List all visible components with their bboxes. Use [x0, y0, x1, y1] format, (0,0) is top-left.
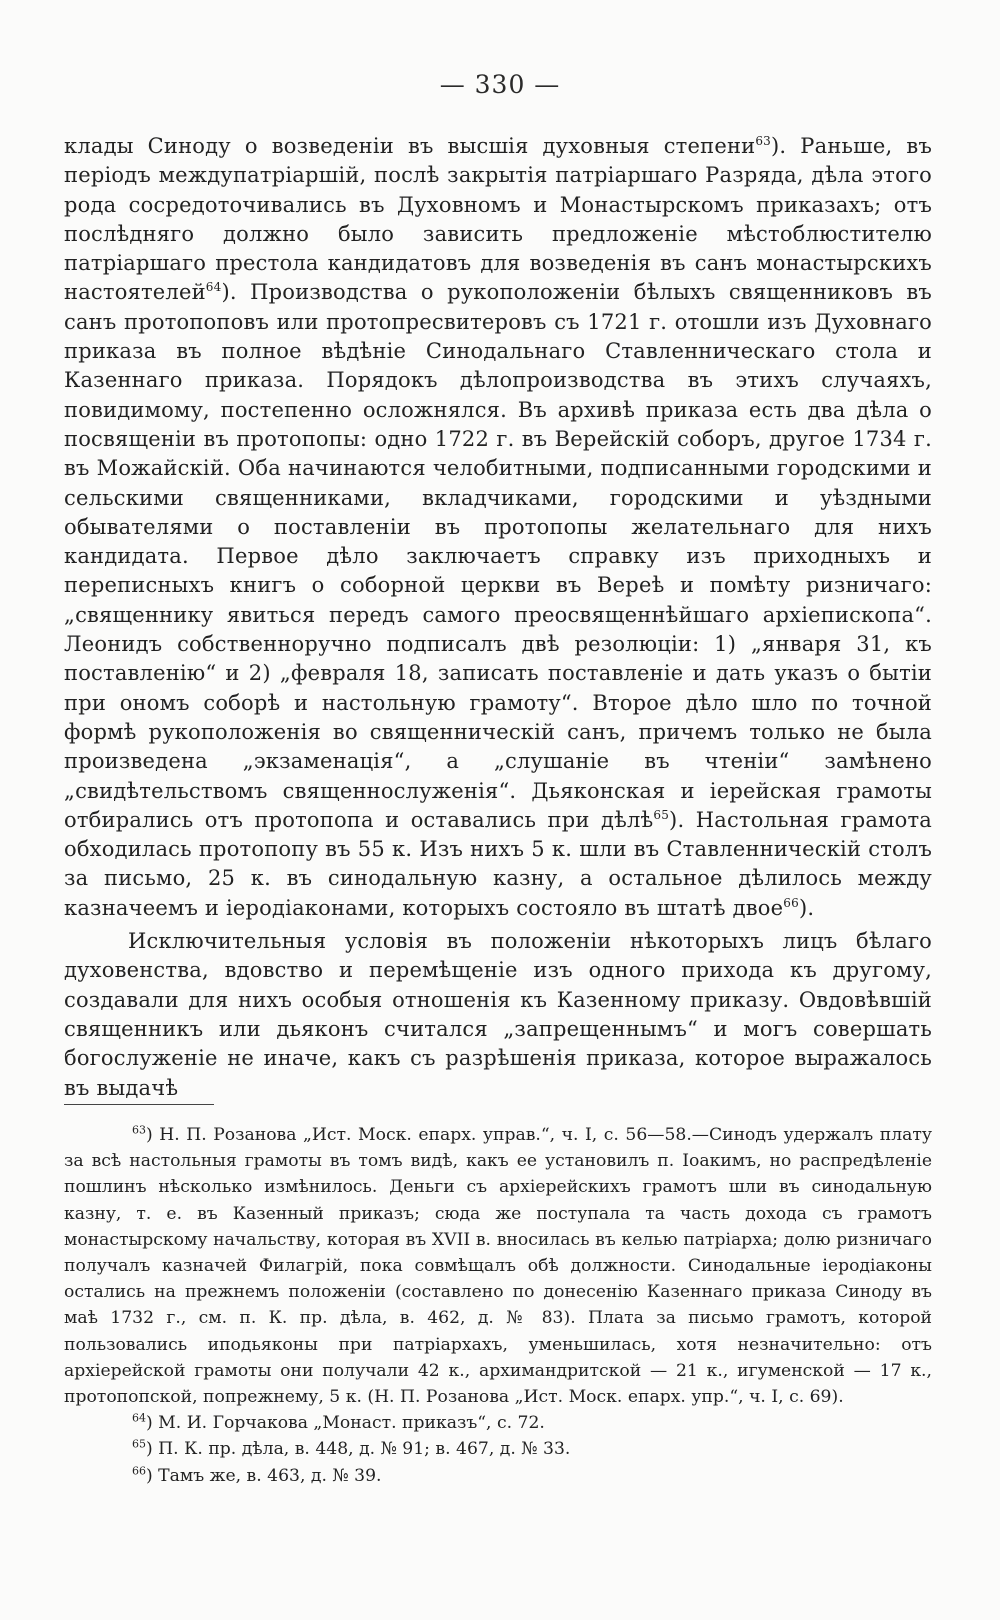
paragraph-1-text-b: ). Раньше, въ перiодъ междупатрiаршiй, послѣ закрытiя патрiаршаго Разряда, дѣла этого рода сосредоточивались въ Духовномъ и Монастырскомъ приказахъ; отъ послѣдняго должно было зависить предложенiе мѣстоблюстителю патрiаршаго престола кандидатовъ для возведенiя въ санъ монастырскихъ настоятелей [64, 134, 932, 305]
paragraph-1 [64, 132, 932, 923]
paragraph-2: Исключительныя условiя въ положенiи нѣкоторыхъ лицъ бѣлаго духовенства, вдовство и перемѣщенiе изъ одного прихода къ другому, создавали для нихъ особыя отношенiя къ Казенному приказу. Овдовѣвшiй священникъ или дьяконъ считался „запрещеннымъ“ и могъ совершать богослуженiе не иначе, какъ съ разрѣшенiя приказа, которое выражалось въ выдачѣ [64, 929, 932, 1100]
footnote-divider [64, 1104, 214, 1105]
paragraph-1-text-e: ). [798, 895, 815, 920]
footnote-text: ) М. И. Горчакова „Монаст. приказъ“, с. 72. [146, 1413, 545, 1434]
paragraph-1-text-a: клады Синоду о возведенiи въ высшiя духовныя степени [64, 134, 756, 158]
footnote-ref-65[interactable]: 65 [653, 807, 670, 822]
footnote-number: 66 [132, 1463, 146, 1477]
footnote-65 [64, 1436, 932, 1462]
main-text [64, 132, 932, 1103]
footnote-ref-66[interactable]: 66 [783, 895, 799, 910]
footnote-text: ) Тамъ же, в. 463, д. № 39. [146, 1465, 382, 1486]
footnote-ref-63[interactable]: 63 [755, 134, 772, 148]
footnote-64 [64, 1410, 932, 1436]
page-number: — 330 — [439, 70, 561, 99]
footnote-66 [64, 1463, 932, 1489]
footnote-63 [64, 1122, 932, 1410]
footnote-number: 65 [132, 1437, 146, 1451]
footnote-text: ) П. К. пр. дѣла, в. 448, д. № 91; в. 467, д. № 33. [146, 1439, 571, 1460]
footnote-number: 64 [132, 1411, 146, 1425]
footnotes [64, 1122, 932, 1489]
footnote-ref-64[interactable]: 64 [205, 280, 222, 295]
paragraph-1-text-c: ). Производства о рукоположенiи бѣлыхъ священниковъ въ санъ протопоповъ или протопресвитеровъ съ 1721 г. отошли изъ Духовнаго приказа въ полное вѣдѣнiе Синодальнаго Ставленническаго стола и Казеннаго приказа. Порядокъ дѣлопроизводства въ этихъ случаяхъ, повидимому, постепенно осложнялся. Въ архивѣ приказа есть два дѣла о посвященiи въ протопопы: одно 1722 г. въ Верейскiй соборъ, другое 1734 г. въ Можайскiй. Оба начинаются челобитными, подписанными городскими и сельскими священниками, вкладчиками, городскими и уѣздными обывателями о поставленiи въ протопопы желательнаго для нихъ кандидата. Первое дѣло заключаетъ справку изъ приходныхъ и переписныхъ книгъ о соборной церкви въ Вереѣ и помѣту ризничаго: „священнику явиться передъ самого преосвященнѣйшаго архiепископа“. Леонидъ собственноручно подписалъ двѣ резолюцiи: 1) „января 31, къ поставленiю“ и 2) „февраля 18, записать поставленiе и дать указъ о бытiи при ономъ соборѣ и настольную грамоту“. Второе дѣло шло по точной формѣ рукоположенiя во священническiй санъ, причемъ только не была произведена „экзаменацiя“, а „слушанiе въ чтенiи“ замѣнено „свидѣтельствомъ священнослуженiя“. Дьяконская и iерейская грамоты отбирались отъ протопопа и оставались при дѣлѣ [64, 280, 932, 832]
paragraph-1-text-d: ). Настольная грамота обходилась протопопу въ 55 к. Изъ нихъ 5 к. шли въ Ставленническiй столъ за письмо, 25 к. въ синодальную казну, а остальное дѣлилось между казначеемъ и iеродiаконами, которыхъ состояло въ штатѣ двое [64, 807, 932, 920]
footnote-number: 63 [132, 1123, 146, 1137]
footnote-text: ) Н. П. Розанова „Ист. Моск. епарх. управ.“, ч. I, с. 56—58.—Синодъ удержалъ плату за всѣ настольныя грамоты въ томъ видѣ, какъ ее установилъ п. Iоакимъ, но распредѣленiе пошлинъ нѣсколько измѣнилось. Деньги съ архiерейскихъ грамотъ шли въ синодальную казну, т. е. въ Казенный приказъ; сюда же поступала та часть дохода съ грамотъ монастырскому начальству, которая въ XVII в. вносилась въ келью патрiарха; долю ризничаго получалъ казначей Филагрiй, пока совмѣщалъ обѣ должности. Синодальные iеродiаконы остались на прежнемъ положенiи (составлено по донесенiю Казеннаго приказа Синоду въ маѣ 1732 г., см. п. К. пр. дѣла, в. 462, д. № 83). Плата за письмо грамотъ, которой пользовались иподьяконы при патрiархахъ, уменьшилась, хотя незначительно: отъ архiерейской грамоты они получали 42 к., архимандритской — 21 к., игуменской — 17 к., протопопской, попрежнему, 5 к. (Н. П. Розанова „Ист. Моск. епарх. упр.“, ч. I, с. 69). [64, 1125, 932, 1408]
